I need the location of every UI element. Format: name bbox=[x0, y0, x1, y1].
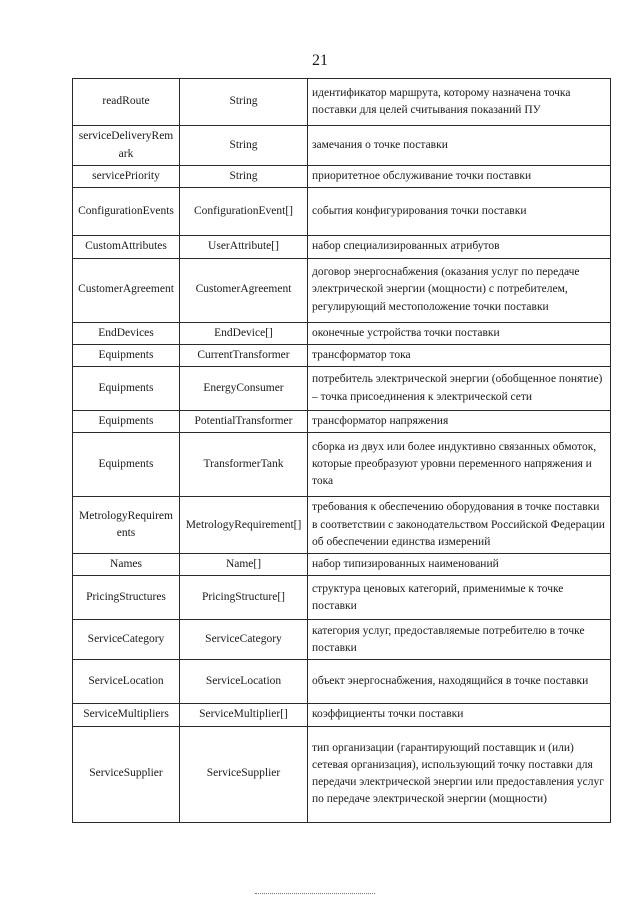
attribute-table bbox=[72, 78, 611, 823]
attribute-type-cell: CustomerAgreement bbox=[180, 258, 308, 322]
attribute-description-cell: структура ценовых категорий, применимые к точке поставки bbox=[308, 576, 611, 620]
attribute-description-cell: тип организации (гарантирующий поставщик и (или) сетевая организация), использующий точку поставки для передачи электрической энергии или предоставления услуг по передаче электрической энергии (мощности) bbox=[308, 726, 611, 822]
attribute-name-cell: CustomerAgreement bbox=[73, 258, 180, 322]
attribute-type-cell: CurrentTransformer bbox=[180, 344, 308, 366]
table-row bbox=[73, 236, 611, 258]
attribute-type-cell: UserAttribute[] bbox=[180, 236, 308, 258]
attribute-type-cell: EnergyConsumer bbox=[180, 367, 308, 411]
attribute-description-cell: категория услуг, предоставляемые потребителю в точке поставки bbox=[308, 620, 611, 660]
attribute-description-cell: сборка из двух или более индуктивно связанных обмоток, которые преобразуют уровни переменного напряжения и тока bbox=[308, 433, 611, 497]
attribute-description-cell: набор типизированных наименований bbox=[308, 554, 611, 576]
attribute-description-cell: договор энергоснабжения (оказания услуг по передаче электрической энергии (мощности) с потребителем, регулирующий местоположение точки поставки bbox=[308, 258, 611, 322]
attribute-type-cell: String bbox=[180, 79, 308, 126]
attribute-name-cell: Equipments bbox=[73, 433, 180, 497]
bottom-dotted-mark bbox=[255, 893, 375, 894]
table-row bbox=[73, 322, 611, 344]
attribute-description-cell: объект энергоснабжения, находящийся в точке поставки bbox=[308, 660, 611, 704]
attribute-type-cell: ServiceSupplier bbox=[180, 726, 308, 822]
table-row bbox=[73, 411, 611, 433]
table-row bbox=[73, 79, 611, 126]
attribute-name-cell: Names bbox=[73, 554, 180, 576]
attribute-type-cell: ServiceMultiplier[] bbox=[180, 704, 308, 726]
attribute-name-cell: ServiceLocation bbox=[73, 660, 180, 704]
table-row bbox=[73, 620, 611, 660]
attribute-type-cell: MetrologyRequirement[] bbox=[180, 497, 308, 554]
attribute-description-cell: события конфигурирования точки поставки bbox=[308, 188, 611, 236]
table-row bbox=[73, 660, 611, 704]
attribute-name-cell: CustomAttributes bbox=[73, 236, 180, 258]
attribute-name-cell: MetrologyRequirements bbox=[73, 497, 180, 554]
attribute-description-cell: приоритетное обслуживание точки поставки bbox=[308, 166, 611, 188]
table-row bbox=[73, 188, 611, 236]
table-row bbox=[73, 433, 611, 497]
attribute-type-cell: EndDevice[] bbox=[180, 322, 308, 344]
attribute-type-cell: String bbox=[180, 126, 308, 166]
table-body bbox=[73, 79, 611, 823]
table-row bbox=[73, 126, 611, 166]
attribute-description-cell: оконечные устройства точки поставки bbox=[308, 322, 611, 344]
attribute-name-cell: Equipments bbox=[73, 367, 180, 411]
table-row bbox=[73, 726, 611, 822]
attribute-description-cell: потребитель электрической энергии (обобщенное понятие) – точка присоединения к электрической сети bbox=[308, 367, 611, 411]
attribute-name-cell: readRoute bbox=[73, 79, 180, 126]
table-row bbox=[73, 704, 611, 726]
attribute-name-cell: servicePriority bbox=[73, 166, 180, 188]
attribute-description-cell: трансформатор напряжения bbox=[308, 411, 611, 433]
table-row bbox=[73, 166, 611, 188]
attribute-description-cell: замечания о точке поставки bbox=[308, 126, 611, 166]
attribute-type-cell: PotentialTransformer bbox=[180, 411, 308, 433]
attribute-type-cell: Name[] bbox=[180, 554, 308, 576]
table-row bbox=[73, 344, 611, 366]
attribute-name-cell: Equipments bbox=[73, 411, 180, 433]
attribute-name-cell: ServiceSupplier bbox=[73, 726, 180, 822]
table-row bbox=[73, 258, 611, 322]
attribute-name-cell: PricingStructures bbox=[73, 576, 180, 620]
attribute-name-cell: EndDevices bbox=[73, 322, 180, 344]
attribute-description-cell: идентификатор маршрута, которому назначена точка поставки для целей считывания показаний ПУ bbox=[308, 79, 611, 126]
attribute-name-cell: ServiceCategory bbox=[73, 620, 180, 660]
attribute-name-cell: ServiceMultipliers bbox=[73, 704, 180, 726]
attribute-type-cell: TransformerTank bbox=[180, 433, 308, 497]
attribute-name-cell: serviceDeliveryRemark bbox=[73, 126, 180, 166]
table-row bbox=[73, 367, 611, 411]
page-number: 21 bbox=[312, 52, 328, 69]
table-row bbox=[73, 576, 611, 620]
attribute-name-cell: ConfigurationEvents bbox=[73, 188, 180, 236]
attribute-type-cell: PricingStructure[] bbox=[180, 576, 308, 620]
attribute-type-cell: ConfigurationEvent[] bbox=[180, 188, 308, 236]
attribute-description-cell: трансформатор тока bbox=[308, 344, 611, 366]
attribute-type-cell: ServiceCategory bbox=[180, 620, 308, 660]
table-row bbox=[73, 497, 611, 554]
attribute-type-cell: ServiceLocation bbox=[180, 660, 308, 704]
attribute-name-cell: Equipments bbox=[73, 344, 180, 366]
attribute-description-cell: коэффициенты точки поставки bbox=[308, 704, 611, 726]
attribute-description-cell: набор специализированных атрибутов bbox=[308, 236, 611, 258]
table-row bbox=[73, 554, 611, 576]
attribute-type-cell: String bbox=[180, 166, 308, 188]
attribute-description-cell: требования к обеспечению оборудования в точке поставки в соответствии с законодательством Российской Федерации об обеспечении единства измерений bbox=[308, 497, 611, 554]
